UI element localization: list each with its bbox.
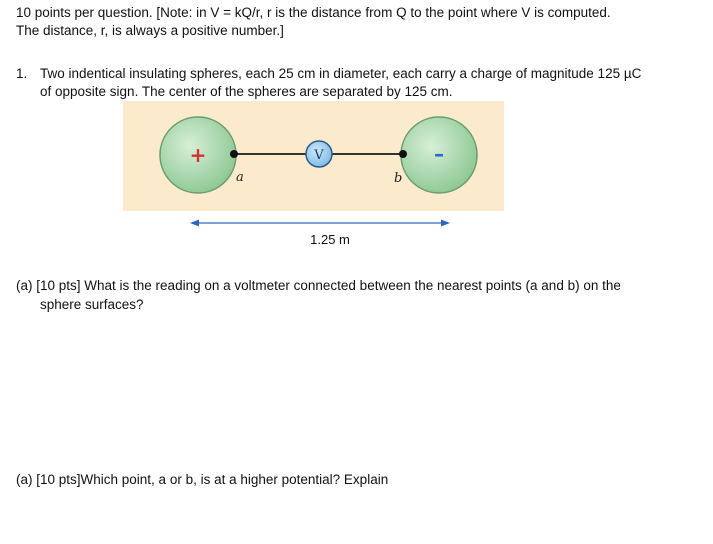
intro-line-2: The distance, r, is always a positive number.]	[16, 23, 284, 38]
right-sphere-minus-sign: –	[434, 142, 444, 166]
dimension-arrow	[190, 215, 450, 231]
question-line-1: Two indentical insulating spheres, each 25 cm in diameter, each carry a charge of magnitude 125 µC	[40, 66, 642, 81]
question-line-2: of opposite sign. The center of the spheres are separated by 125 cm.	[40, 84, 453, 99]
charged-spheres-figure	[123, 101, 504, 211]
voltmeter-symbol: V	[314, 148, 324, 163]
part-a-second-question: (a) [10 pts]Which point, a or b, is at a higher potential? Explain	[16, 472, 389, 487]
question-number: 1.	[16, 66, 28, 81]
dimension-label: 1.25 m	[310, 232, 350, 247]
intro-line-1: 10 points per question. [Note: in V = kQ/r, r is the distance from Q to the point where V is computed.	[16, 5, 611, 20]
point-b-dot	[399, 150, 407, 158]
point-a-label: a	[236, 170, 244, 185]
part-a-question-line-1: (a) [10 pts] What is the reading on a voltmeter connected between the nearest points (a and b) on the	[16, 278, 621, 293]
spheres-diagram	[123, 101, 504, 211]
point-a-dot	[230, 150, 238, 158]
point-b-label: b	[394, 171, 403, 186]
part-a-question-line-2: sphere surfaces?	[40, 297, 144, 312]
left-sphere-plus-sign: +	[189, 143, 207, 167]
